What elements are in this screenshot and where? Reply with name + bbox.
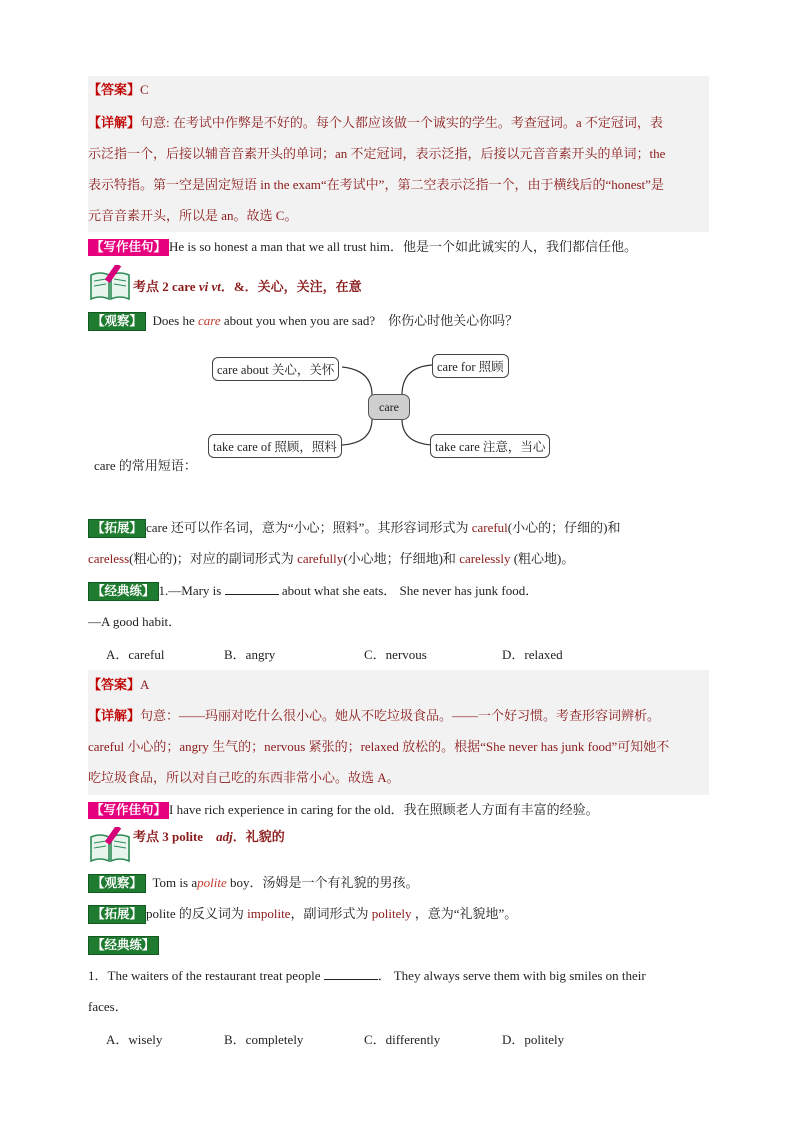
practice-3-question-cont: faces． xyxy=(88,999,128,1014)
practice-tag: 【经典练】 xyxy=(88,582,159,601)
answer-blank xyxy=(324,967,378,980)
mindmap-node-care-about: care about 关心，关怀 xyxy=(212,357,339,381)
writing-sentence-2: 【写作佳句】 I have rich experience in caring for the old．我在照顾老人方面有丰富的经验。 xyxy=(88,800,708,820)
answer-line-1 xyxy=(88,80,708,100)
expand-tag: 【拓展】 xyxy=(88,519,146,538)
answer-tag: 【答案】 xyxy=(88,82,141,97)
expand-2-line-2: careless(粗心的)；对应的副词形式为 carefully(小心地；仔细地)和 carelessly (粗心地)。 xyxy=(88,551,575,566)
detail-2-line-1: 【详解】句意：——玛丽对吃什么很小心。她从不吃垃圾食品。——一个好习惯。考查形容词辨析。 xyxy=(88,708,661,723)
option-d: D．politely xyxy=(502,1032,565,1047)
detail-1-line-2: 示泛指一个，后接以辅音音素开头的单词；an 不定冠词，表示泛指，后接以元音音素开头的单词；the xyxy=(88,146,666,161)
option-c: C．nervous xyxy=(364,647,427,662)
mindmap-node-take-care: take care 注意，当心 xyxy=(430,434,550,458)
observe-3: 【观察】 Tom is apolite boy．汤姆是一个有礼貌的男孩。 xyxy=(88,873,708,893)
option-c: C．differently xyxy=(364,1032,441,1047)
book-pencil-icon xyxy=(88,827,132,863)
detail-1-line-4: 元音音素开头，所以是 an。故选 C。 xyxy=(88,208,298,223)
practice-3-question: 1．The waiters of the restaurant treat people ． They always serve them with big smiles on their xyxy=(88,968,646,983)
option-b: B．angry xyxy=(224,647,276,662)
practice-3-tag-line: 【经典练】 xyxy=(88,935,708,955)
option-a: A．wisely xyxy=(106,1032,163,1047)
answer-blank xyxy=(225,582,279,595)
mindmap-node-care-for: care for 照顾 xyxy=(432,354,509,378)
mindmap-caption: care 的常用短语： xyxy=(94,458,197,473)
detail-2-line-2: careful 小心的；angry 生气的；nervous 紧张的；relaxed 放松的。根据“She never has junk food”可知她不 xyxy=(88,739,670,754)
detail-1-line-3: 表示特指。第一空是固定短语 in the exam“在考试中”，第二空表示泛指一个，由于横线后的“honest”是 xyxy=(88,177,664,192)
option-b: B．completely xyxy=(224,1032,304,1047)
answer-line-2: 【答案】A xyxy=(88,677,150,692)
option-d: D．relaxed xyxy=(502,647,563,662)
detail-2-line-3: 吃垃圾食品，所以对自己吃的东西非常小心。故选 A。 xyxy=(88,770,400,785)
observe-2: 【观察】 Does he care about you when you are sad? 你伤心时他关心你吗？ xyxy=(88,311,708,331)
expand-2-line-1: 【拓展】 care 还可以作名词，意为“小心；照料”。其形容词形式为 careful(小心的；仔细的)和 xyxy=(88,518,708,538)
practice-2-reply: —A good habit． xyxy=(88,614,182,629)
observe-tag: 【观察】 xyxy=(88,312,146,331)
writing-sentence-1: 【写作佳句】 He is so honest a man that we all trust him．他是一个如此诚实的人，我们都信任他。 xyxy=(88,237,708,257)
detail-1-line-1: 【详解】句意: 在考试中作弊是不好的。每个人都应该做一个诚实的学生。考查冠词。a 不定冠词，表 xyxy=(88,115,663,130)
expand-3: 【拓展】 polite 的反义词为 impolite，副词形式为 politely ，意为“礼貌地”。 xyxy=(88,904,708,924)
option-a: A．careful xyxy=(106,647,165,662)
book-pencil-icon xyxy=(88,265,132,301)
mindmap-node-take-care-of: take care of 照顾，照料 xyxy=(208,434,342,458)
practice-2-question: 【经典练】 1.—Mary is about what she eats． She never has junk food． xyxy=(88,581,708,601)
mindmap-center: care xyxy=(368,394,410,420)
answer-value: C xyxy=(140,82,149,97)
writing-tag: 【写作佳句】 xyxy=(88,239,169,256)
key-point-2-title: 考点 2 care vi vt．&．关心，关注，在意 xyxy=(133,279,362,294)
key-point-3-title: 考点 3 polite adj．礼貌的 xyxy=(133,829,285,844)
